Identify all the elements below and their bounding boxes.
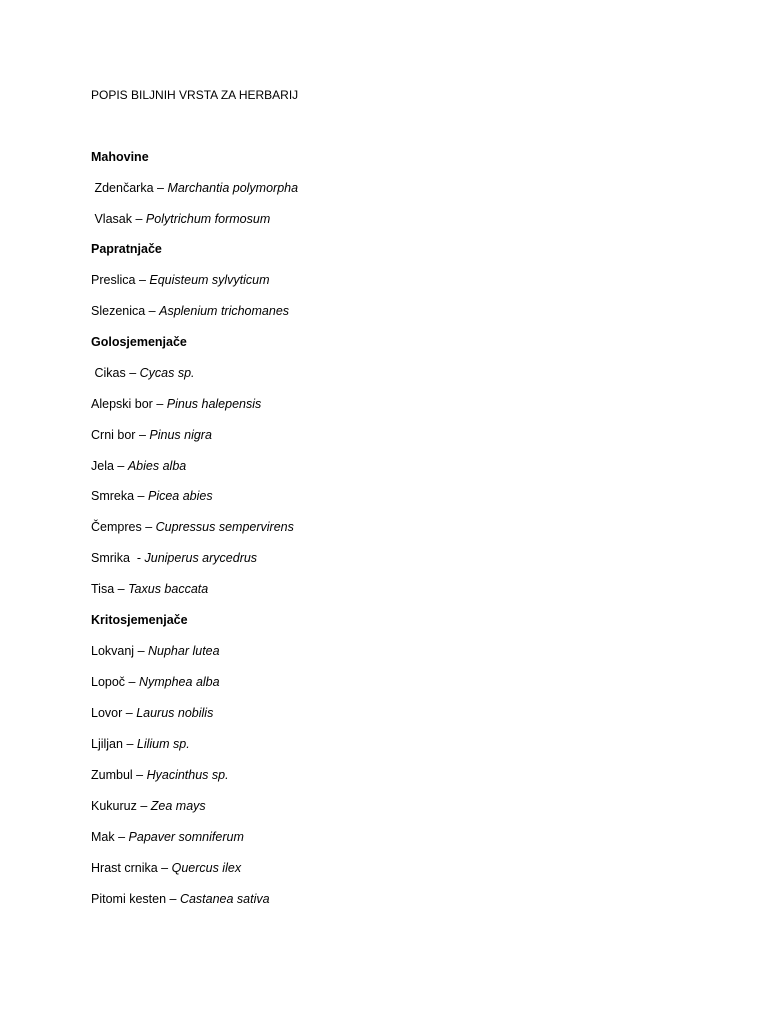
- latin-name: Juniperus arycedrus: [144, 551, 258, 565]
- separator: –: [134, 489, 148, 503]
- separator: –: [166, 892, 180, 906]
- common-name: Pitomi kesten: [91, 892, 167, 906]
- common-name: Hrast crnika: [91, 861, 158, 875]
- separator: –: [135, 428, 150, 442]
- species-entry: [91, 488, 213, 504]
- common-name: Čempres: [91, 520, 142, 534]
- latin-name: Papaver somniferum: [128, 830, 244, 844]
- separator: –: [114, 830, 129, 844]
- species-entry: [91, 519, 294, 535]
- latin-name: Pinus halepensis: [166, 397, 262, 411]
- common-name: Vlasak: [91, 212, 132, 226]
- latin-name: Lilium sp.: [136, 737, 190, 751]
- species-entry: [91, 396, 261, 412]
- section-heading: [91, 334, 187, 350]
- heading-text: Kritosjemenjače: [91, 613, 188, 627]
- separator: –: [141, 520, 156, 534]
- separator: –: [157, 861, 172, 875]
- species-entry: [91, 550, 257, 566]
- common-name: Preslica: [91, 273, 136, 287]
- section-heading: [91, 612, 188, 628]
- common-name: Kukuruz: [91, 799, 137, 813]
- latin-name: Laurus nobilis: [136, 706, 214, 720]
- species-entry: [91, 211, 270, 227]
- separator: –: [114, 582, 129, 596]
- common-name: Mak: [91, 830, 115, 844]
- species-entry: [91, 891, 270, 907]
- separator: –: [153, 181, 168, 195]
- common-name: Crni bor: [91, 428, 136, 442]
- common-name: Slezenica: [91, 304, 146, 318]
- section-heading: [91, 241, 162, 257]
- species-entry: [91, 767, 229, 783]
- latin-name: Nymphea alba: [138, 675, 220, 689]
- separator: –: [135, 273, 150, 287]
- species-entry: [91, 180, 298, 196]
- common-name: Alepski bor: [91, 397, 153, 411]
- common-name: Smreka: [91, 489, 135, 503]
- common-name: Lokvanj: [91, 644, 135, 658]
- common-name: Ljiljan: [91, 737, 123, 751]
- separator: –: [113, 459, 128, 473]
- common-name: Jela: [91, 459, 114, 473]
- separator: –: [134, 644, 148, 658]
- species-entry: [91, 705, 213, 721]
- species-entry: [91, 736, 190, 752]
- latin-name: Taxus baccata: [128, 582, 209, 596]
- separator: –: [152, 397, 167, 411]
- latin-name: Cupressus sempervirens: [155, 520, 294, 534]
- latin-name: Asplenium trichomanes: [159, 304, 290, 318]
- separator: –: [125, 675, 139, 689]
- common-name: Tisa: [91, 582, 115, 596]
- common-name: Zdenčarka: [91, 181, 154, 195]
- species-entry: [91, 829, 244, 845]
- document-title: POPIS BILJNIH VRSTA ZA HERBARIJ: [91, 88, 299, 102]
- species-entry: [91, 458, 186, 474]
- common-name: Lopoč: [91, 675, 126, 689]
- latin-name: Quercus ilex: [171, 861, 242, 875]
- species-entry: [91, 303, 289, 319]
- heading-text: Mahovine: [91, 150, 149, 164]
- latin-name: Marchantia polymorpha: [167, 181, 299, 195]
- heading-text: Golosjemenjače: [91, 335, 187, 349]
- species-entry: [91, 860, 241, 876]
- latin-name: Cycas sp.: [139, 366, 195, 380]
- separator: –: [132, 768, 147, 782]
- separator: -: [129, 551, 145, 565]
- common-name: Cikas: [91, 366, 126, 380]
- common-name: Zumbul: [91, 768, 133, 782]
- latin-name: Polytrichum formosum: [145, 212, 271, 226]
- separator: –: [136, 799, 151, 813]
- latin-name: Castanea sativa: [179, 892, 270, 906]
- species-entry: [91, 674, 220, 690]
- latin-name: Picea abies: [147, 489, 213, 503]
- common-name: Lovor: [91, 706, 123, 720]
- latin-name: Pinus nigra: [149, 428, 212, 442]
- heading-text: Papratnjače: [91, 242, 162, 256]
- species-entry: [91, 365, 195, 381]
- separator: –: [125, 366, 140, 380]
- species-entry: [91, 643, 220, 659]
- latin-name: Nuphar lutea: [148, 644, 220, 658]
- separator: –: [122, 737, 137, 751]
- common-name: Smrika: [91, 551, 130, 565]
- species-entry: [91, 798, 206, 814]
- separator: –: [122, 706, 137, 720]
- separator: –: [132, 212, 146, 226]
- species-entry: [91, 427, 212, 443]
- species-entry: [91, 272, 270, 288]
- latin-name: Zea mays: [150, 799, 206, 813]
- latin-name: Hyacinthus sp.: [146, 768, 229, 782]
- separator: –: [145, 304, 160, 318]
- species-entry: [91, 581, 208, 597]
- latin-name: Equisteum sylvyticum: [149, 273, 270, 287]
- latin-name: Abies alba: [127, 459, 187, 473]
- section-heading: [91, 149, 149, 165]
